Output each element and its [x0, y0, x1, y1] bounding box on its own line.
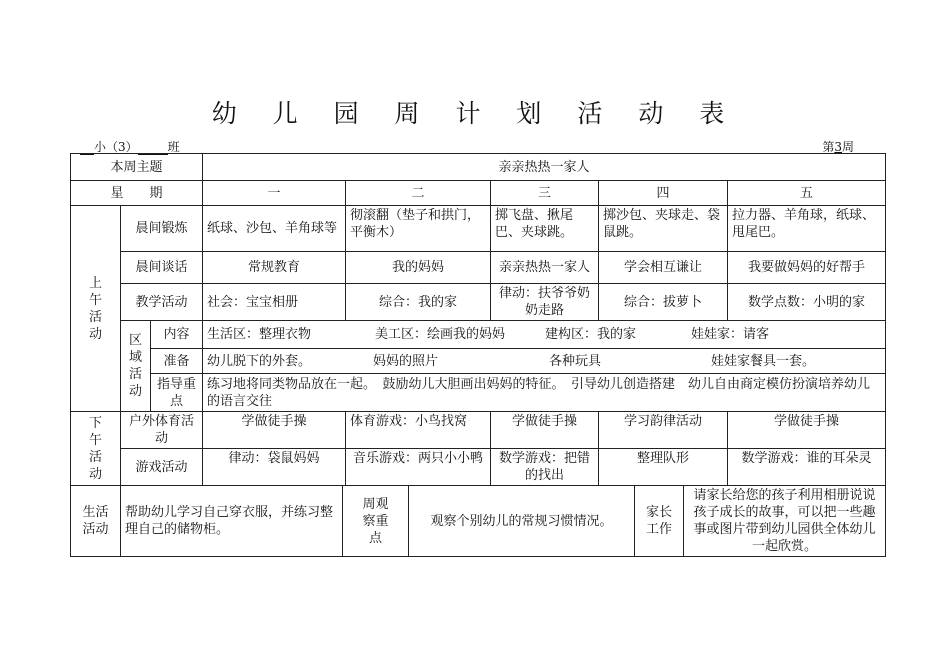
talk-row: [71, 252, 886, 284]
teaching-cell: 综合：我的家: [346, 284, 491, 321]
game-cell: 音乐游戏：两只小小鸭: [346, 449, 491, 486]
outdoor-cell: 学做徒手操: [491, 412, 599, 449]
morning-label: 上午活动: [71, 206, 121, 412]
outdoor-cell: 体育游戏：小鸟找窝: [346, 412, 491, 449]
teaching-row: [71, 284, 886, 321]
theme-row: [71, 154, 886, 181]
area-content-item: 美工区：绘画我的妈妈: [375, 327, 506, 342]
area-prep-item: 幼儿脱下的外套。: [207, 353, 312, 369]
area-prep-row: [71, 349, 886, 374]
afternoon-label: 下午活动: [71, 412, 121, 486]
day-5: 五: [728, 181, 886, 206]
observe-label: 周观察重 点: [343, 486, 409, 557]
area-guide: 练习地将同类物品放在一起。 鼓励幼儿大胆画出妈妈的特征。 引导幼儿创造搭建 幼儿自由商定模仿扮演培养幼儿的语言交往: [203, 374, 886, 412]
area-prep-item: 妈妈的照片: [373, 353, 439, 369]
area-content-label: 内容: [151, 321, 203, 349]
outdoor-cell: 学做徒手操: [203, 412, 346, 449]
weekly-plan-table: [70, 153, 886, 486]
area-prep: [203, 349, 886, 374]
exercise-row: [71, 206, 886, 252]
talk-cell: 我要做妈妈的好帮手: [728, 252, 886, 284]
area-content-item: 生活区：整理衣物: [207, 327, 312, 342]
outdoor-label: 户外体育活动: [121, 412, 203, 449]
theme-value: 亲亲热热一家人: [203, 154, 886, 181]
day-1: 一: [203, 181, 346, 206]
life-label: 生活活动: [71, 486, 121, 557]
week-label: 第3周: [822, 140, 854, 154]
parent-label: 家长工作: [635, 486, 684, 557]
area-guide-row: [71, 374, 886, 412]
exercise-cell: 掷飞盘、揪尾巴、夹球跳。: [491, 206, 599, 252]
area-label: 区域活动: [121, 321, 151, 412]
talk-cell: 学会相互谦让: [599, 252, 728, 284]
life-text: 帮助幼儿学习自己穿衣服，并练习整理自己的储物柜。: [121, 486, 343, 557]
theme-label: 本周主题: [71, 154, 203, 181]
game-cell: 数学游戏：把错的找出: [491, 449, 599, 486]
day-header: 星 期: [71, 181, 203, 206]
teaching-cell: 律动：扶爷爷奶奶走路: [491, 284, 599, 321]
talk-cell: 亲亲热热一家人: [491, 252, 599, 284]
area-guide-label: 指导重点: [151, 374, 203, 412]
day-3: 三: [491, 181, 599, 206]
class-label: 小（3） 班: [80, 138, 180, 155]
game-cell: 整理队形: [599, 449, 728, 486]
day-row: [71, 181, 886, 206]
exercise-label: 晨间锻炼: [121, 206, 203, 252]
area-prep-item: 各种玩具: [549, 353, 602, 369]
exercise-cell: 拉力器、羊角球，纸球、甩尾巴。: [728, 206, 886, 252]
area-content-item: 建构区：我的家: [545, 327, 637, 342]
day-4: 四: [599, 181, 728, 206]
game-row: [71, 449, 886, 486]
exercise-cell: 掷沙包、夹球走、袋鼠跳。: [599, 206, 728, 252]
observe-text: 观察个别幼儿的常规习惯情况。: [409, 486, 635, 557]
outdoor-cell: 学习韵律活动: [599, 412, 728, 449]
teaching-cell: 社会：宝宝相册: [203, 284, 346, 321]
teaching-cell: 综合：拔萝卜: [599, 284, 728, 321]
game-cell: 数学游戏：谁的耳朵灵: [728, 449, 886, 486]
game-label: 游戏活动: [121, 449, 203, 486]
teaching-label: 教学活动: [121, 284, 203, 321]
exercise-cell: 彻滚翻（垫子和拱门，平衡木）: [346, 206, 491, 252]
game-cell: 律动：袋鼠妈妈: [203, 449, 346, 486]
talk-label: 晨间谈话: [121, 252, 203, 284]
talk-cell: 常规教育: [203, 252, 346, 284]
teaching-cell: 数学点数：小明的家: [728, 284, 886, 321]
area-content-row: [71, 321, 886, 349]
life-row: [71, 486, 886, 557]
talk-cell: 我的妈妈: [346, 252, 491, 284]
area-prep-item: 娃娃家餐具一套。: [711, 353, 816, 369]
page-title: 幼 儿 园 周 计 划 活 动 表: [211, 99, 739, 128]
outdoor-cell: 学做徒手操: [728, 412, 886, 449]
area-content: [203, 321, 886, 349]
area-content-item: 娃娃家：请客: [691, 327, 770, 342]
exercise-cell: 纸球、沙包、羊角球等: [203, 206, 346, 252]
parent-text: 请家长给您的孩子利用相册说说孩子成长的故事，可以把一些趣事或图片带到幼儿园供全体幼儿一起欣赏。: [684, 486, 886, 557]
area-prep-label: 准备: [151, 349, 203, 374]
life-table: [70, 485, 886, 557]
day-2: 二: [346, 181, 491, 206]
outdoor-row: [71, 412, 886, 449]
